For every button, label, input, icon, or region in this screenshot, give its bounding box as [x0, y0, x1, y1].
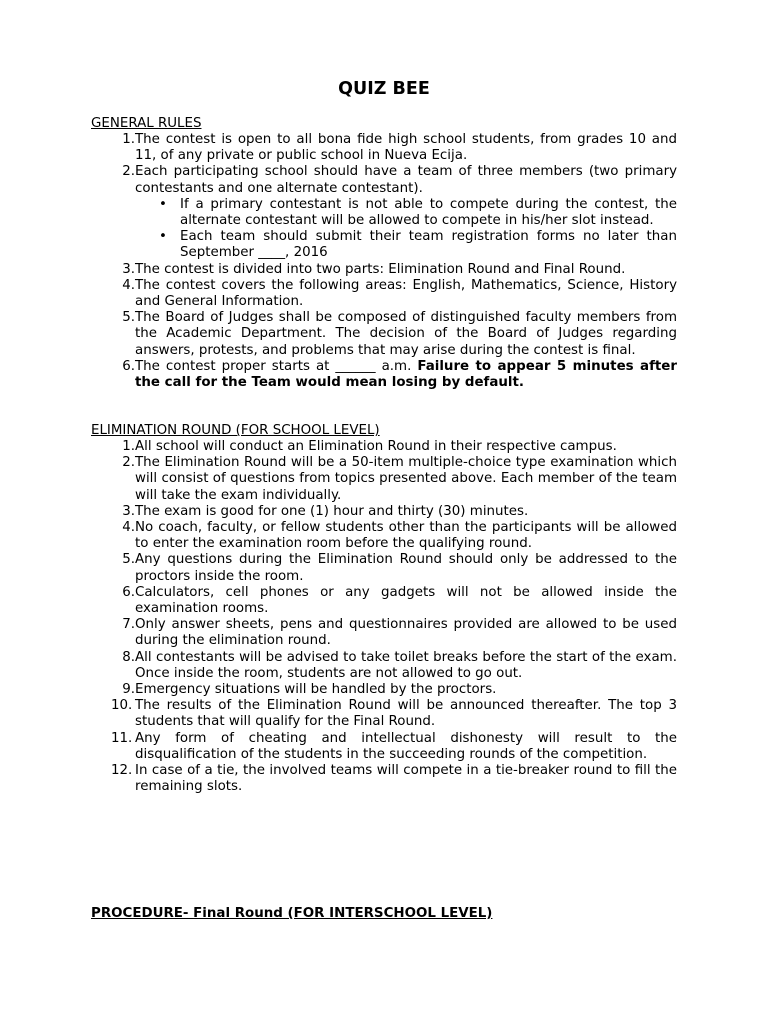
general-rules-heading: GENERAL RULES [91, 116, 202, 131]
list-item [91, 520, 677, 552]
general-rules-list [91, 132, 677, 391]
item-text: Calculators, cell phones or any gadgets will not be allowed inside the examination rooms. [135, 584, 677, 617]
item-bold-text: Failure to appear 5 minutes after the call for the Team would mean losing by default. [135, 358, 677, 391]
list-item [91, 585, 677, 617]
list-item [91, 132, 677, 164]
item-text: Only answer sheets, pens and questionnaires provided are allowed to be used during the elimination round. [135, 617, 677, 649]
item-number: 7. [122, 617, 135, 633]
list-item [91, 617, 677, 649]
bullet-icon: • [159, 196, 167, 212]
item-text: In case of a tie, the involved teams will compete in a tie-breaker round to fill the remaining slots. [135, 763, 677, 795]
item-number: 4. [122, 277, 135, 293]
item-number: 2. [122, 455, 135, 471]
bullet-text: Each team should submit their team registration forms no later than September ____, 2016 [180, 229, 677, 261]
item-text: All contestants will be advised to take toilet breaks before the start of the exam. Once inside the room, students are not allowed to go out. [135, 649, 677, 681]
list-item [91, 763, 677, 795]
list-item [91, 278, 677, 310]
item-number: 5. [122, 552, 135, 568]
procedure-final-round-heading: PROCEDURE- Final Round (FOR INTERSCHOOL LEVEL) [91, 906, 493, 921]
item-text: The contest is open to all bona fide high school students, from grades 10 and 11, of any private or public school in Nueva Ecija. [135, 132, 677, 164]
item-text: The contest covers the following areas: English, Mathematics, Science, History and General Information. [135, 277, 677, 310]
list-item [91, 359, 677, 391]
list-item [91, 439, 677, 455]
item-text: Each participating school should have a team of three members (two primary contestants and one alternate contestant). [135, 164, 677, 196]
item-number: 3. [122, 503, 135, 519]
item-number: 8. [122, 649, 135, 665]
list-item [91, 504, 677, 520]
page-title: QUIZ BEE [338, 79, 430, 99]
list-item [91, 682, 677, 698]
item-number: 6. [122, 584, 135, 600]
item-text: Any form of cheating and intellectual dishonesty will result to the disqualification of the students in the succeeding rounds of the competition. [135, 730, 677, 762]
elimination-rules-list [91, 439, 677, 795]
item-number: 3. [122, 261, 135, 277]
item-text: All school will conduct an Elimination Round in their respective campus. [135, 439, 617, 454]
elimination-round-heading: ELIMINATION ROUND (FOR SCHOOL LEVEL) [91, 423, 380, 438]
list-item [91, 164, 677, 261]
item-number: 6. [122, 358, 135, 374]
item-number: 2. [122, 164, 135, 180]
item-number: 1. [122, 132, 135, 147]
item-text: The results of the Elimination Round will be announced thereafter. The top 3 students that will qualify for the Final Round. [135, 698, 677, 730]
item-number: 1. [122, 439, 135, 454]
item-text: Any questions during the Elimination Round should only be addressed to the proctors inside the room. [135, 552, 677, 584]
item-number: 12. [111, 763, 133, 779]
item-text: The contest proper starts at ______ a.m. [135, 358, 418, 374]
item-text: The Board of Judges shall be composed of distinguished faculty members from the Academic Department. The decision of the Board of Judges regarding answers, protests, and problems that may arise during the contest is final. [135, 310, 677, 358]
item-text: The contest is divided into two parts: Elimination Round and Final Round. [135, 261, 626, 277]
item-text: No coach, faculty, or fellow students other than the participants will be allowed to enter the examination room before the qualifying round. [135, 520, 677, 552]
sub-bullet-list [135, 197, 677, 262]
bullet-text: If a primary contestant is not able to compete during the contest, the alternate contestant will be allowed to compete in his/her slot instead. [180, 196, 677, 229]
list-item [91, 698, 677, 730]
list-item [91, 552, 677, 584]
item-number: 4. [122, 520, 135, 536]
item-number: 11. [111, 730, 133, 746]
item-number: 9. [122, 682, 135, 698]
item-number: 5. [122, 310, 135, 326]
item-text: The Elimination Round will be a 50-item multiple-choice type examination which will consist of questions from topics presented above. Each member of the team will take the exam individually. [135, 455, 677, 503]
bullet-item [91, 197, 677, 229]
bullet-icon: • [159, 229, 167, 245]
list-item [91, 310, 677, 359]
list-item [91, 262, 677, 278]
list-item [91, 731, 677, 763]
item-text: Emergency situations will be handled by the proctors. [135, 682, 497, 698]
list-item [91, 455, 677, 504]
item-text: The exam is good for one (1) hour and thirty (30) minutes. [135, 503, 529, 519]
item-number: 10. [111, 698, 133, 714]
list-item [91, 650, 677, 682]
bullet-item [91, 229, 677, 261]
